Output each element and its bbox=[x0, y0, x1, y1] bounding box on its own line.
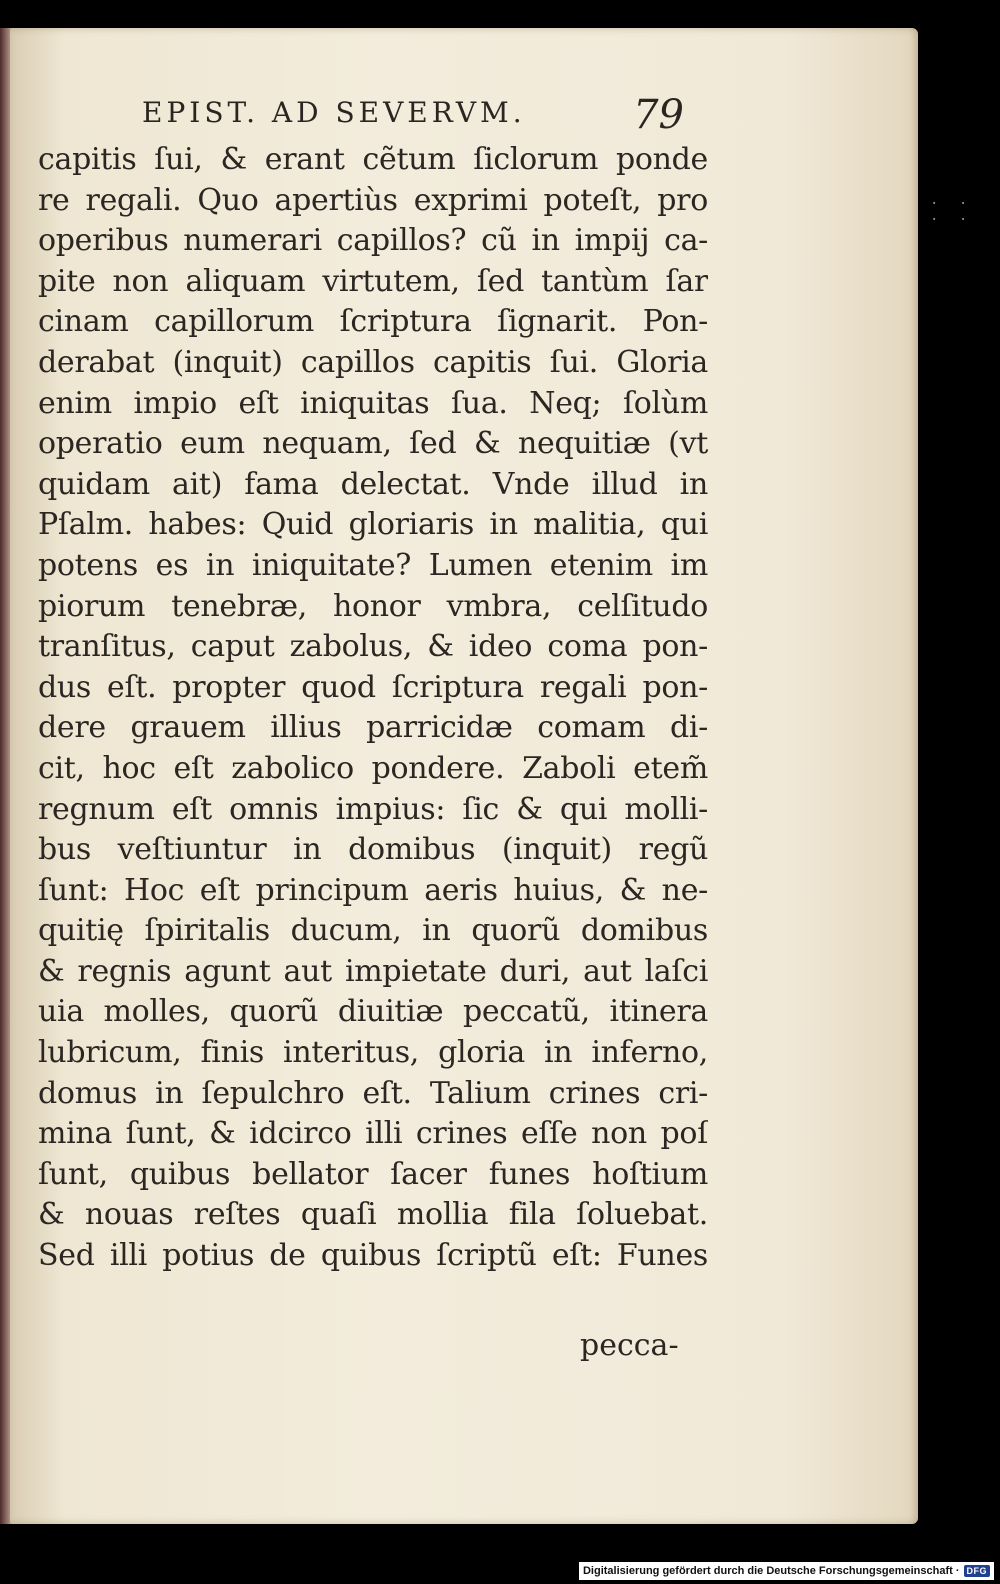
text-line: & regnis agunt aut impietate duri, aut laſci bbox=[38, 953, 708, 989]
scan-artifact-dots: · · · · bbox=[930, 196, 974, 228]
text-line: Pſalm. habes: Quid gloriaris in malitia, qui bbox=[38, 507, 708, 543]
text-line: ſunt, quibus bellator ſacer funes hoſtium bbox=[38, 1156, 708, 1192]
text-line: bus veſtiuntur in domibus (inquit) regũ bbox=[38, 832, 708, 868]
text-line: lubricum, finis interitus, gloria in inferno, bbox=[38, 1035, 708, 1071]
text-line: operatio eum nequam, ſed & nequitiæ (vt bbox=[38, 426, 708, 462]
running-head bbox=[142, 92, 702, 140]
text-line: derabat (inquit) capillos capitis ſui. Gloria bbox=[38, 344, 708, 380]
text-line: domus in ſepulchro eſt. Talium crines cri- bbox=[38, 1075, 708, 1111]
body-text bbox=[38, 140, 708, 1277]
text-line: dus eſt. propter quod ſcriptura regali pon- bbox=[38, 669, 708, 705]
credit-text: Digitalisierung gefördert durch die Deutsche Forschungsgemeinschaft · bbox=[582, 1565, 960, 1577]
text-line: quitię ſpiritalis ducum, in quorũ domibus bbox=[38, 913, 708, 949]
digitization-credit bbox=[579, 1562, 994, 1580]
text-line: Sed illi potius de quibus ſcriptũ eſt: Funes bbox=[38, 1238, 708, 1274]
text-line: re regali. Quo apertiùs exprimi poteſt, pro bbox=[38, 182, 708, 218]
text-line: mina ſunt, & idcirco illi crines eſſe non poſ bbox=[38, 1116, 708, 1152]
text-line: quidam ait) fama delectat. Vnde illud in bbox=[38, 466, 708, 502]
text-line: ſunt: Hoc eſt principum aeris huius, & ne- bbox=[38, 872, 708, 908]
text-line: dere grauem illius parricidæ comam di- bbox=[38, 710, 708, 746]
text-line: piorum tenebræ, honor vmbra, celſitudo bbox=[38, 588, 708, 624]
text-line: operibus numerari capillos? cũ in impij ca- bbox=[38, 223, 708, 259]
text-line: regnum eſt omnis impius: ſic & qui molli- bbox=[38, 791, 708, 827]
text-line: pite non aliquam virtutem, ſed tantùm ſar bbox=[38, 263, 708, 299]
text-line: cinam capillorum ſcriptura ſignarit. Pon- bbox=[38, 304, 708, 340]
running-head-title: EPIST. AD SEVERVM. bbox=[142, 96, 526, 129]
text-line: capitis ſui, & erant cẽtum ſiclorum ponde bbox=[38, 142, 708, 177]
text-line: cit, hoc eſt zabolico pondere. Zaboli etem̃ bbox=[38, 750, 708, 786]
text-line: enim impio eſt iniquitas ſua. Neq; ſolùm bbox=[38, 385, 708, 421]
page-number: 79 bbox=[633, 92, 684, 138]
text-line: potens es in iniquitate? Lumen etenim im bbox=[38, 547, 708, 583]
text-line: tranſitus, caput zabolus, & ideo coma pon- bbox=[38, 629, 708, 665]
dfg-logo-icon: DFG bbox=[964, 1565, 991, 1577]
text-line: & nouas reſtes quaſi mollia fila ſoluebat. bbox=[38, 1197, 708, 1233]
text-line: uia molles, quorũ diuitiæ peccatũ, itinera bbox=[38, 994, 708, 1030]
catchword: pecca- bbox=[580, 1328, 679, 1363]
